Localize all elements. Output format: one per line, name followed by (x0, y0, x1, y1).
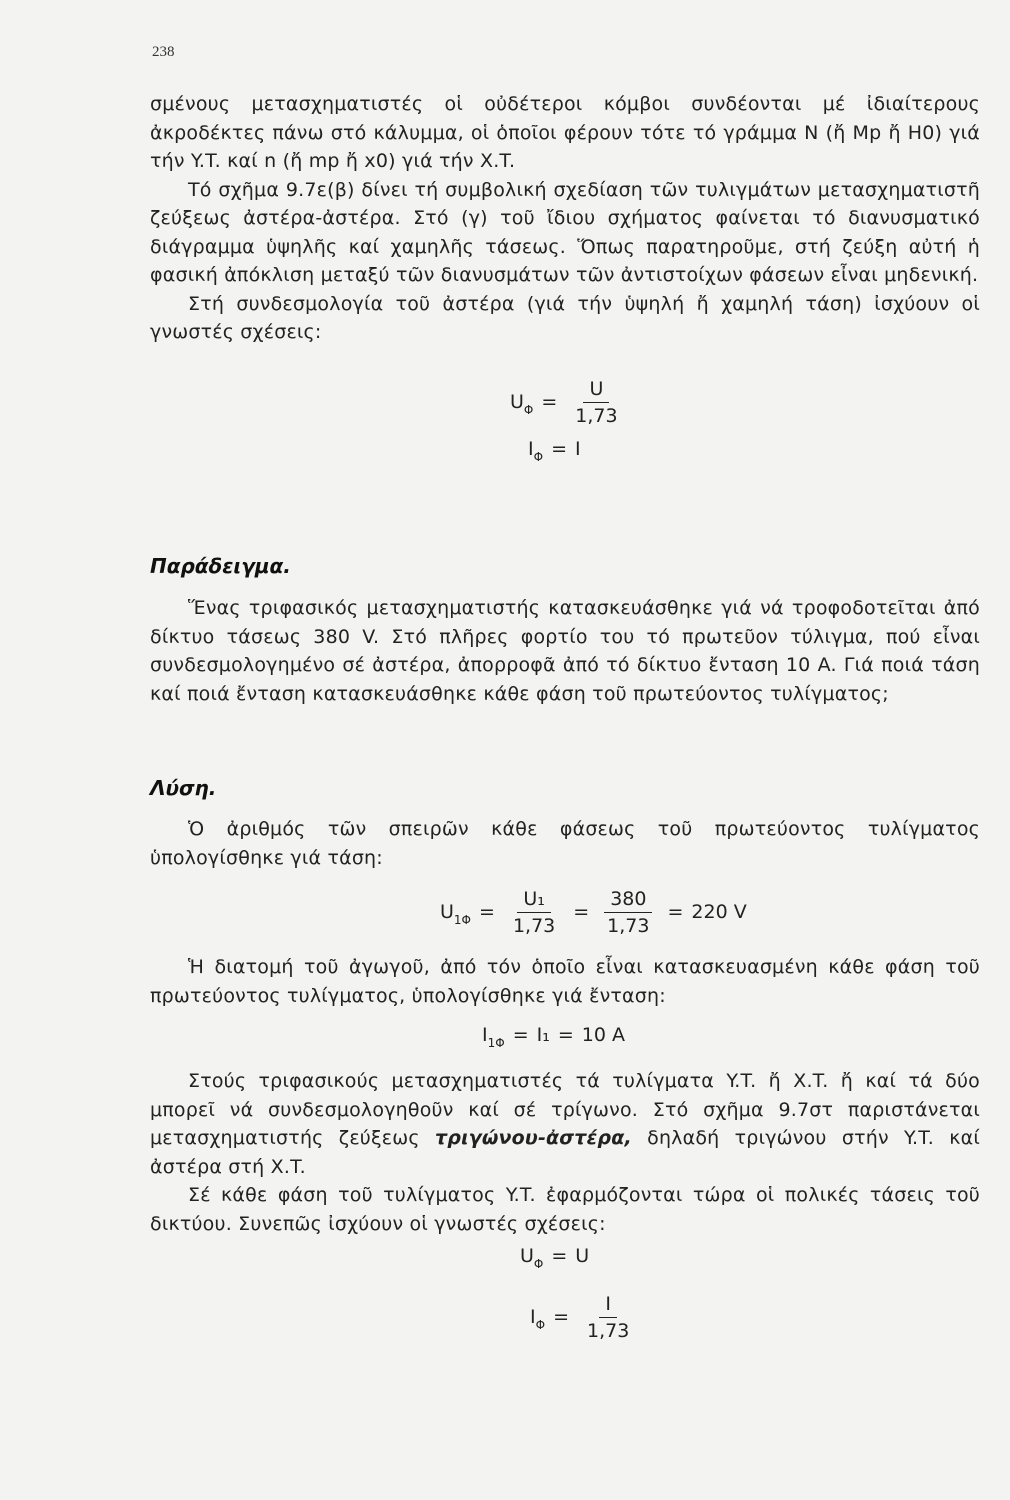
body-section-2 (150, 594, 980, 708)
paragraph-6: Ἡ διατομή τοῦ ἀγωγοῦ, ἀπό τόν ὁποῖο εἶναι κατασκευασμένη κάθε φάση τοῦ πρωτεύοντος τυλίγματος, ὑπολογίσθηκε γιά ἔνταση: (150, 956, 980, 1007)
example-heading: Παράδειγμα. (150, 554, 291, 578)
paragraph-7: Στούς τριφασικούς μετασχηματιστές τά τυλίγματα Y.T. ἤ X.T. ἤ καί τά δύο μπορεῖ νά συνδεσμολογηθοῦν καί σέ τρίγωνο. Στό σχῆμα 9.7στ παριστάνεται μετασχηματιστής ζεύξεως τριγώνου-ἀστέρα, δηλαδή τριγώνου στήν Y.T. καί ἀστέρα στή X.T. (150, 1070, 980, 1178)
body-section-1 (150, 90, 980, 347)
formula-i1-phase: $I_{1\Phi} = I_1 = 10$ A (482, 1024, 625, 1050)
formula-u-phase-delta: $U_\Phi = U$ (520, 1245, 590, 1271)
solution-heading: Λύση. (150, 776, 217, 800)
emphasis-delta-star: τριγώνου-ἀστέρα, (434, 1127, 632, 1149)
formula-u-phase: $U_\Phi$ = $\frac{U}{1,73}$ (510, 378, 618, 427)
paragraph-2: Τό σχῆμα 9.7ε(β) δίνει τή συμβολική σχεδίαση τῶν τυλιγμάτων μετασχηματιστῆ ζεύξεως ἀστέρα-ἀστέρα. Στό (γ) τοῦ ἴδιου σχήματος φαίνεται τό διανυσματικό διάγραμμα ὑψηλῆς καί χαμηλῆς τάσεως. Ὅπως παρατηροῦμε, στή ζεύξη αὐτή ἡ φασική ἀπόκλιση μεταξύ τῶν διανυσμάτων τῶν ἀντιστοίχων φάσεων εἶναι μηδενική. (150, 178, 980, 286)
body-section-3 (150, 815, 980, 872)
formula-u1-phase: $U_{1\Phi}$ = $\frac{\text{U₁}}{1,73}$ = $\frac{380}{1,73}$ = 220 V (440, 888, 747, 937)
paragraph-1: σμένους μετασχηματιστές οἱ οὐδέτεροι κόμβοι συνδέονται μέ ἰδιαίτερους ἀκροδέκτες πάνω στό κάλυμμα, οἱ ὁποῖοι φέρουν τότε τό γράμμα N (ἤ Mp ἤ H0) γιά τήν Y.T. καί n (ἤ mp ἤ x0) γιά τήν X.T. (150, 93, 980, 172)
paragraph-3: Στή συνδεσμολογία τοῦ ἀστέρα (γιά τήν ὑψηλή ἤ χαμηλή τάση) ἰσχύουν οἱ γνωστές σχέσεις: (150, 292, 980, 343)
paragraph-5: Ὁ ἀριθμός τῶν σπειρῶν κάθε φάσεως τοῦ πρωτεύοντος τυλίγματος ὑπολογίσθηκε γιά τάση: (150, 818, 980, 869)
paragraph-4: Ἕνας τριφασικός μετασχηματιστής κατασκευάσθηκε γιά νά τροφοδοτεῖται ἀπό δίκτυο τάσεως 380 V. Στό πλῆρες φορτίο του τό πρωτεῦον τύλιγμα, πού εἶναι συνδεσμολογημένο σέ ἀστέρα, ἀπορροφᾶ ἀπό τό δίκτυο ἔνταση 10 A. Γιά ποιά τάση καί ποιά ἔνταση κατασκευάσθηκε κάθε φάση τοῦ πρωτεύοντος τυλίγματος; (150, 597, 980, 705)
formula-i-phase: $I_\Phi = I$ (528, 438, 581, 464)
body-section-4 (150, 953, 980, 1010)
page-number: 238 (152, 44, 175, 60)
body-section-5 (150, 1067, 980, 1238)
formula-i-phase-delta: $I_\Phi$ = $\frac{I}{1,73}$ (530, 1293, 630, 1342)
paragraph-8: Σέ κάθε φάση τοῦ τυλίγματος Y.T. ἐφαρμόζονται τώρα οἱ πολικές τάσεις τοῦ δικτύου. Συνεπῶς ἰσχύουν οἱ γνωστές σχέσεις: (150, 1184, 980, 1235)
